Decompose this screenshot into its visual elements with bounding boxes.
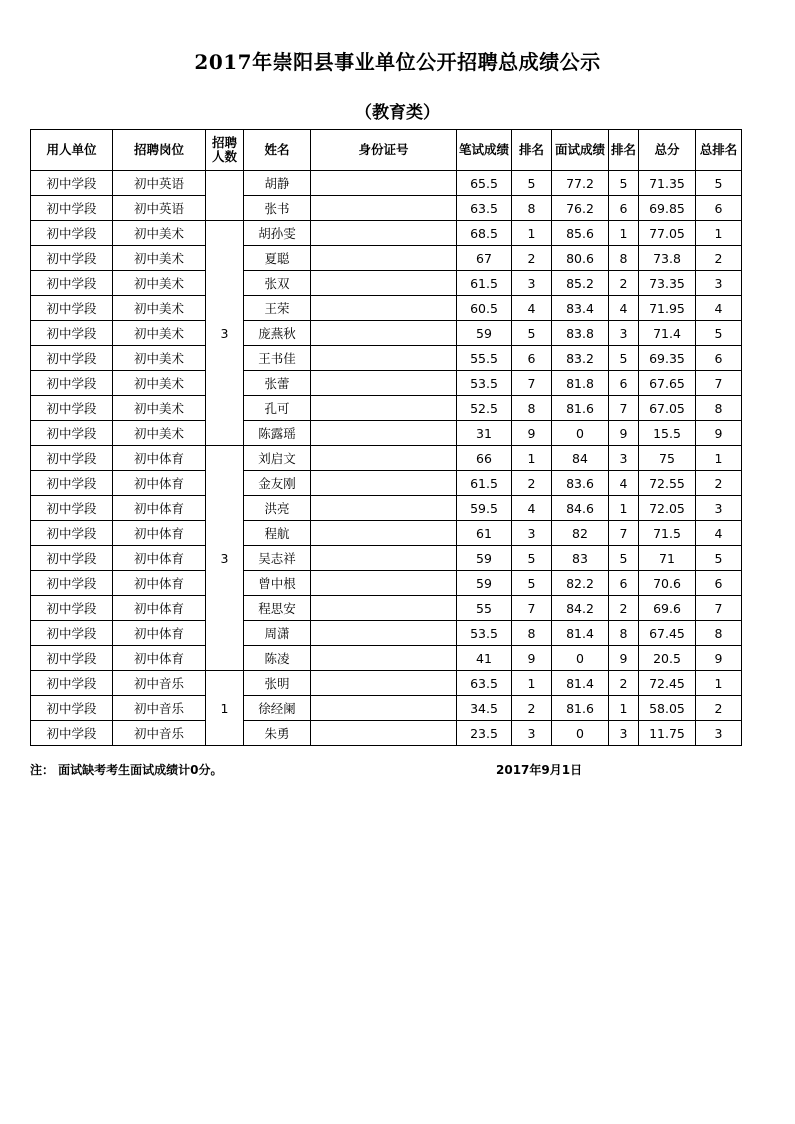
cell-post: 初中美术 (113, 396, 206, 421)
header-id-number: 身份证号 (311, 130, 457, 171)
table-row (31, 246, 742, 271)
table-row (31, 471, 742, 496)
table-row (31, 721, 742, 746)
cell-quota: 3 (206, 221, 244, 446)
cell-post: 初中体育 (113, 571, 206, 596)
cell-unit: 初中学段 (31, 371, 113, 396)
cell-total-score: 71.4 (639, 321, 696, 346)
cell-total-score: 20.5 (639, 646, 696, 671)
cell-post: 初中体育 (113, 521, 206, 546)
cell-interview-score: 84.2 (552, 596, 609, 621)
cell-id-number (311, 421, 457, 446)
cell-post: 初中体育 (113, 621, 206, 646)
cell-total-rank: 1 (696, 671, 742, 696)
cell-total-rank: 1 (696, 446, 742, 471)
cell-written-score: 61 (457, 521, 512, 546)
cell-interview-rank: 3 (609, 721, 639, 746)
cell-total-rank: 5 (696, 546, 742, 571)
cell-interview-rank: 4 (609, 471, 639, 496)
cell-written-score: 53.5 (457, 371, 512, 396)
cell-name: 吴志祥 (244, 546, 311, 571)
cell-total-score: 72.55 (639, 471, 696, 496)
cell-total-rank: 2 (696, 246, 742, 271)
cell-name: 王荣 (244, 296, 311, 321)
table-row (31, 621, 742, 646)
cell-total-score: 69.6 (639, 596, 696, 621)
cell-unit: 初中学段 (31, 646, 113, 671)
table-row (31, 321, 742, 346)
cell-total-score: 71 (639, 546, 696, 571)
table-row (31, 296, 742, 321)
cell-unit: 初中学段 (31, 571, 113, 596)
cell-written-score: 61.5 (457, 471, 512, 496)
cell-quota: 3 (206, 446, 244, 671)
cell-written-score: 31 (457, 421, 512, 446)
cell-interview-score: 84 (552, 446, 609, 471)
cell-interview-rank: 7 (609, 521, 639, 546)
cell-name: 王书佳 (244, 346, 311, 371)
cell-total-score: 73.35 (639, 271, 696, 296)
cell-total-score: 71.5 (639, 521, 696, 546)
table-row (31, 171, 742, 196)
cell-unit: 初中学段 (31, 521, 113, 546)
cell-total-rank: 5 (696, 171, 742, 196)
cell-total-rank: 6 (696, 196, 742, 221)
cell-id-number (311, 671, 457, 696)
cell-written-score: 66 (457, 446, 512, 471)
cell-id-number (311, 371, 457, 396)
cell-total-score: 69.35 (639, 346, 696, 371)
cell-quota (206, 171, 244, 221)
cell-name: 孔可 (244, 396, 311, 421)
cell-written-rank: 7 (512, 596, 552, 621)
cell-written-score: 41 (457, 646, 512, 671)
cell-interview-score: 81.8 (552, 371, 609, 396)
cell-written-rank: 1 (512, 446, 552, 471)
cell-post: 初中体育 (113, 546, 206, 571)
header-name: 姓名 (244, 130, 311, 171)
cell-name: 洪亮 (244, 496, 311, 521)
cell-interview-score: 84.6 (552, 496, 609, 521)
cell-total-rank: 2 (696, 696, 742, 721)
cell-total-score: 73.8 (639, 246, 696, 271)
cell-post: 初中美术 (113, 421, 206, 446)
header-total-score: 总分 (639, 130, 696, 171)
cell-total-rank: 8 (696, 396, 742, 421)
cell-id-number (311, 621, 457, 646)
cell-interview-rank: 3 (609, 321, 639, 346)
cell-id-number (311, 646, 457, 671)
table-body (31, 171, 742, 746)
cell-interview-rank: 8 (609, 246, 639, 271)
cell-total-rank: 9 (696, 421, 742, 446)
header-post: 招聘岗位 (113, 130, 206, 171)
cell-post: 初中美术 (113, 296, 206, 321)
cell-interview-score: 76.2 (552, 196, 609, 221)
cell-id-number (311, 271, 457, 296)
cell-interview-score: 81.4 (552, 671, 609, 696)
cell-unit: 初中学段 (31, 546, 113, 571)
cell-interview-score: 80.6 (552, 246, 609, 271)
cell-interview-rank: 5 (609, 546, 639, 571)
cell-interview-score: 81.6 (552, 396, 609, 421)
cell-total-score: 67.45 (639, 621, 696, 646)
cell-written-rank: 5 (512, 546, 552, 571)
cell-total-rank: 3 (696, 721, 742, 746)
cell-unit: 初中学段 (31, 396, 113, 421)
cell-name: 程航 (244, 521, 311, 546)
cell-total-rank: 7 (696, 596, 742, 621)
cell-unit: 初中学段 (31, 471, 113, 496)
cell-post: 初中体育 (113, 446, 206, 471)
cell-written-rank: 2 (512, 246, 552, 271)
cell-id-number (311, 346, 457, 371)
cell-written-rank: 3 (512, 721, 552, 746)
cell-unit: 初中学段 (31, 321, 113, 346)
table-row (31, 646, 742, 671)
cell-post: 初中体育 (113, 496, 206, 521)
table-row (31, 596, 742, 621)
cell-written-rank: 4 (512, 296, 552, 321)
cell-name: 徐经阑 (244, 696, 311, 721)
cell-total-rank: 7 (696, 371, 742, 396)
cell-id-number (311, 196, 457, 221)
table-row (31, 546, 742, 571)
cell-interview-score: 81.4 (552, 621, 609, 646)
cell-written-score: 55 (457, 596, 512, 621)
cell-written-score: 59.5 (457, 496, 512, 521)
cell-quota: 1 (206, 671, 244, 746)
cell-total-score: 67.05 (639, 396, 696, 421)
header-interview-score: 面试成绩 (552, 130, 609, 171)
cell-interview-score: 82.2 (552, 571, 609, 596)
header-total-rank: 总排名 (696, 130, 742, 171)
cell-id-number (311, 546, 457, 571)
score-table (30, 129, 742, 746)
header-unit: 用人单位 (31, 130, 113, 171)
cell-id-number (311, 246, 457, 271)
footnote: 注： 面试缺考考生面试成绩计0分。 (30, 763, 223, 777)
cell-written-rank: 2 (512, 471, 552, 496)
cell-written-rank: 1 (512, 221, 552, 246)
cell-interview-rank: 5 (609, 171, 639, 196)
cell-written-rank: 9 (512, 646, 552, 671)
cell-post: 初中体育 (113, 646, 206, 671)
cell-written-score: 52.5 (457, 396, 512, 421)
cell-interview-rank: 9 (609, 421, 639, 446)
cell-interview-rank: 6 (609, 196, 639, 221)
cell-post: 初中美术 (113, 246, 206, 271)
cell-written-rank: 2 (512, 696, 552, 721)
cell-interview-score: 0 (552, 721, 609, 746)
cell-interview-rank: 6 (609, 571, 639, 596)
cell-post: 初中音乐 (113, 696, 206, 721)
cell-total-score: 77.05 (639, 221, 696, 246)
cell-unit: 初中学段 (31, 196, 113, 221)
cell-total-score: 72.45 (639, 671, 696, 696)
cell-total-score: 75 (639, 446, 696, 471)
cell-post: 初中音乐 (113, 721, 206, 746)
cell-unit: 初中学段 (31, 171, 113, 196)
cell-total-score: 15.5 (639, 421, 696, 446)
cell-post: 初中英语 (113, 196, 206, 221)
cell-unit: 初中学段 (31, 496, 113, 521)
cell-id-number (311, 396, 457, 421)
cell-total-score: 69.85 (639, 196, 696, 221)
table-row (31, 496, 742, 521)
cell-interview-rank: 1 (609, 696, 639, 721)
cell-interview-score: 83 (552, 546, 609, 571)
cell-total-score: 70.6 (639, 571, 696, 596)
cell-name: 胡孙雯 (244, 221, 311, 246)
table-row (31, 396, 742, 421)
cell-written-score: 59 (457, 321, 512, 346)
table-row (31, 371, 742, 396)
cell-written-rank: 6 (512, 346, 552, 371)
cell-written-score: 67 (457, 246, 512, 271)
cell-name: 张书 (244, 196, 311, 221)
cell-interview-rank: 2 (609, 271, 639, 296)
cell-total-rank: 9 (696, 646, 742, 671)
header-interview-rank: 排名 (609, 130, 639, 171)
cell-written-score: 23.5 (457, 721, 512, 746)
cell-post: 初中美术 (113, 221, 206, 246)
header-quota: 招聘人数 (206, 130, 244, 171)
cell-unit: 初中学段 (31, 621, 113, 646)
cell-name: 刘启文 (244, 446, 311, 471)
cell-unit: 初中学段 (31, 446, 113, 471)
cell-unit: 初中学段 (31, 346, 113, 371)
cell-interview-score: 82 (552, 521, 609, 546)
cell-written-score: 65.5 (457, 171, 512, 196)
cell-unit: 初中学段 (31, 671, 113, 696)
cell-id-number (311, 321, 457, 346)
page-title: 2017年崇阳县事业单位公开招聘总成绩公示 (194, 50, 601, 74)
cell-name: 程思安 (244, 596, 311, 621)
cell-unit: 初中学段 (31, 296, 113, 321)
cell-total-rank: 8 (696, 621, 742, 646)
cell-name: 朱勇 (244, 721, 311, 746)
cell-interview-rank: 2 (609, 596, 639, 621)
cell-unit: 初中学段 (31, 421, 113, 446)
table-row (31, 696, 742, 721)
cell-id-number (311, 446, 457, 471)
cell-interview-score: 83.2 (552, 346, 609, 371)
cell-interview-score: 85.6 (552, 221, 609, 246)
table-row (31, 221, 742, 246)
table-row (31, 346, 742, 371)
cell-unit: 初中学段 (31, 271, 113, 296)
cell-interview-rank: 3 (609, 446, 639, 471)
table-row (31, 521, 742, 546)
cell-name: 夏聪 (244, 246, 311, 271)
table-row (31, 196, 742, 221)
cell-post: 初中美术 (113, 346, 206, 371)
cell-written-score: 55.5 (457, 346, 512, 371)
cell-total-rank: 2 (696, 471, 742, 496)
cell-name: 张双 (244, 271, 311, 296)
cell-post: 初中体育 (113, 596, 206, 621)
cell-id-number (311, 721, 457, 746)
cell-written-rank: 3 (512, 521, 552, 546)
cell-post: 初中美术 (113, 321, 206, 346)
cell-written-score: 68.5 (457, 221, 512, 246)
cell-interview-score: 77.2 (552, 171, 609, 196)
cell-written-score: 59 (457, 571, 512, 596)
cell-total-rank: 6 (696, 346, 742, 371)
cell-written-rank: 7 (512, 371, 552, 396)
cell-written-rank: 5 (512, 321, 552, 346)
cell-name: 张明 (244, 671, 311, 696)
cell-unit: 初中学段 (31, 246, 113, 271)
cell-interview-rank: 6 (609, 371, 639, 396)
cell-post: 初中英语 (113, 171, 206, 196)
cell-written-score: 53.5 (457, 621, 512, 646)
cell-interview-rank: 7 (609, 396, 639, 421)
cell-interview-score: 83.4 (552, 296, 609, 321)
cell-post: 初中体育 (113, 471, 206, 496)
cell-total-rank: 3 (696, 496, 742, 521)
cell-id-number (311, 221, 457, 246)
cell-post: 初中音乐 (113, 671, 206, 696)
cell-interview-rank: 1 (609, 221, 639, 246)
cell-id-number (311, 471, 457, 496)
cell-id-number (311, 296, 457, 321)
cell-unit: 初中学段 (31, 696, 113, 721)
cell-total-score: 11.75 (639, 721, 696, 746)
table-row (31, 571, 742, 596)
cell-name: 陈露瑶 (244, 421, 311, 446)
table-row (31, 421, 742, 446)
cell-interview-rank: 4 (609, 296, 639, 321)
cell-written-rank: 5 (512, 571, 552, 596)
table-row (31, 671, 742, 696)
cell-interview-score: 0 (552, 421, 609, 446)
table-row (31, 271, 742, 296)
cell-name: 曾中根 (244, 571, 311, 596)
cell-written-rank: 8 (512, 196, 552, 221)
cell-unit: 初中学段 (31, 596, 113, 621)
cell-written-rank: 8 (512, 621, 552, 646)
cell-total-rank: 6 (696, 571, 742, 596)
cell-interview-rank: 8 (609, 621, 639, 646)
cell-written-score: 34.5 (457, 696, 512, 721)
table-row (31, 446, 742, 471)
cell-interview-rank: 9 (609, 646, 639, 671)
cell-interview-score: 83.8 (552, 321, 609, 346)
cell-written-score: 63.5 (457, 671, 512, 696)
cell-interview-rank: 2 (609, 671, 639, 696)
cell-unit: 初中学段 (31, 221, 113, 246)
cell-name: 陈凌 (244, 646, 311, 671)
table-header (31, 130, 742, 171)
header-written-score: 笔试成绩 (457, 130, 512, 171)
cell-written-rank: 8 (512, 396, 552, 421)
cell-name: 胡静 (244, 171, 311, 196)
cell-written-rank: 9 (512, 421, 552, 446)
cell-id-number (311, 571, 457, 596)
header-written-rank: 排名 (512, 130, 552, 171)
cell-name: 张蕾 (244, 371, 311, 396)
cell-written-score: 59 (457, 546, 512, 571)
cell-post: 初中美术 (113, 371, 206, 396)
cell-total-score: 71.35 (639, 171, 696, 196)
cell-post: 初中美术 (113, 271, 206, 296)
cell-id-number (311, 521, 457, 546)
cell-written-score: 60.5 (457, 296, 512, 321)
cell-written-rank: 3 (512, 271, 552, 296)
cell-id-number (311, 696, 457, 721)
cell-total-rank: 4 (696, 521, 742, 546)
cell-total-rank: 1 (696, 221, 742, 246)
page-subtitle: （教育类） (355, 103, 440, 123)
cell-id-number (311, 496, 457, 521)
cell-interview-score: 0 (552, 646, 609, 671)
cell-total-score: 58.05 (639, 696, 696, 721)
cell-id-number (311, 596, 457, 621)
cell-interview-rank: 5 (609, 346, 639, 371)
cell-total-rank: 3 (696, 271, 742, 296)
cell-id-number (311, 171, 457, 196)
cell-name: 庞燕秋 (244, 321, 311, 346)
cell-interview-score: 85.2 (552, 271, 609, 296)
cell-written-rank: 5 (512, 171, 552, 196)
cell-written-rank: 1 (512, 671, 552, 696)
cell-written-score: 63.5 (457, 196, 512, 221)
cell-interview-rank: 1 (609, 496, 639, 521)
cell-written-rank: 4 (512, 496, 552, 521)
cell-total-score: 67.65 (639, 371, 696, 396)
cell-name: 金友刚 (244, 471, 311, 496)
cell-interview-score: 83.6 (552, 471, 609, 496)
publish-date: 2017年9月1日 (496, 763, 583, 777)
cell-name: 周潇 (244, 621, 311, 646)
cell-total-score: 71.95 (639, 296, 696, 321)
cell-unit: 初中学段 (31, 721, 113, 746)
cell-total-rank: 4 (696, 296, 742, 321)
cell-written-score: 61.5 (457, 271, 512, 296)
cell-interview-score: 81.6 (552, 696, 609, 721)
cell-total-score: 72.05 (639, 496, 696, 521)
cell-total-rank: 5 (696, 321, 742, 346)
